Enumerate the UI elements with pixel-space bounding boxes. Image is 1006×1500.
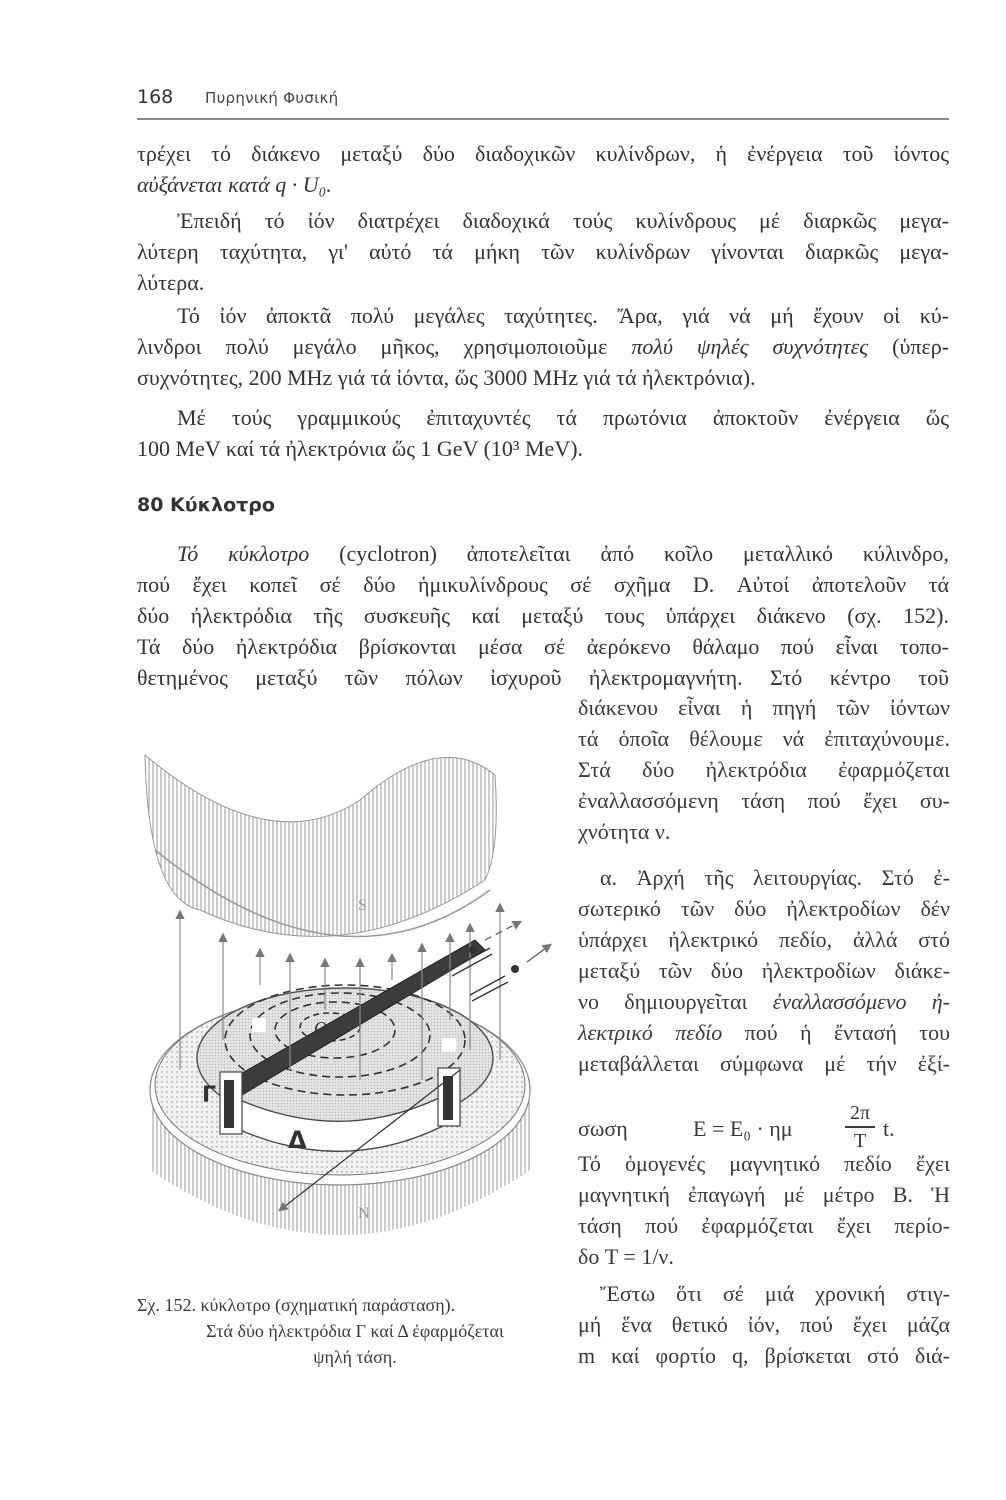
column-paragraph-3 [578,1148,950,1272]
caption-line: Στά δύο ἠλεκτρόδια Γ καί Δ ἐφαρμόζεται [206,1321,504,1341]
text-line: m καί φορτίο q, βρίσκεται στό διά- [578,1343,950,1368]
text-line: δο T = 1/ν. [578,1244,674,1269]
equation-fraction [845,1102,875,1152]
text-span: λινδροι πολύ μεγάλο μῆκος, χρησιμοποιοῦμε [137,334,632,359]
caption-line: Σχ. 152. κύκλοτρο (σχηματική παράσταση). [137,1295,456,1315]
intro-paragraph-3 [137,300,949,393]
text-line [578,1017,950,1048]
north-pole-label: N [358,1205,370,1222]
text-line [137,169,949,200]
text-line: Τό ὁμογενές μαγνητικό πεδίο ἔχει [578,1151,950,1176]
caption-line: ψηλή τάση. [313,1347,397,1367]
emphasis-text: ἐναλλασσόμενο ἠ- [772,989,950,1014]
emphasis-text: λεκτρικό πεδίο [578,1020,723,1045]
text-line: Τά δύο ἠλεκτρόδια βρίσκονται μέσα σέ ἀερόκενο θάλαμο πού εἶναι τοπο- [137,634,949,659]
text-line: μεταξύ τῶν δύο ἠλεκτροδίων διάκε- [578,958,950,983]
section-paragraph-1 [137,538,949,693]
text-line: τά ὁποῖα θέλουμε νά ἐπιταχύνουμε. [578,726,950,751]
running-title: Πυρηνική Φυσική [205,89,339,107]
text-line: τρέχει τό διάκενο μεταξύ δύο διαδοχικῶν κυλίνδρων, ἡ ἐνέργεια τοῦ ἰόντος [137,141,949,166]
text-line: 100 MeV καί τά ἠλεκτρόνια ὥς 1 GeV (10³ MeV). [137,436,584,461]
text-line: μή ἕνα θετικό ἰόν, πού ἔχει μάζα [578,1312,950,1337]
text-line [137,538,949,569]
electrode-gamma-label: Γ [202,1083,217,1108]
text-line: Τό ἰόν ἀποκτᾶ πολύ μεγάλες ταχύτητες. Ἄρα, γιά νά μή ἔχουν οἱ κύ- [177,303,949,328]
text-line [578,986,950,1017]
column-paragraph-4 [578,1278,950,1371]
text-line: Στά δύο ἠλεκτρόδια ἐφαρμόζεται [578,757,950,782]
cyclotron-figure [140,740,570,1280]
equation-label: σωση [578,1116,628,1141]
section-heading: 80 Κύκλοτρο [137,494,275,516]
fraction-denominator: T [853,1130,867,1152]
text-line: σωτερικό τῶν δύο ἠλεκτροδίων δέν [578,896,950,921]
text-line: α. Ἀρχή τῆς λειτουργίας. Στό ἐ- [600,865,950,890]
text-line: μεταβάλλεται σύμφωνα μέ τήν ἐξί- [578,1051,950,1076]
text-line: ὑπάρχει ἠλεκτρικό πεδίο, ἀλλά στό [578,927,950,952]
text-line: συχνότητες, 200 MHz γιά τά ἰόντα, ὥς 3000 MHz γιά τά ἠλεκτρόνια). [137,365,756,390]
text-line [137,331,949,362]
south-pole-label: S [358,897,367,914]
text-line: θετημένος μεταξύ τῶν πόλων ἰσχυροῦ ἠλεκτρομαγνήτη. Στό κέντρο τοῦ [137,665,949,690]
text-span: (ὑπερ- [868,334,949,359]
emphasis-text: αὐξάνεται κατά q · U₀. [137,172,332,197]
text-line: λύτερη ταχύτητα, γι' αὐτό τά μήκη τῶν κυλίνδρων γίνονται διαρκῶς μεγα- [137,239,949,264]
text-line: τάση πού ἐφαρμόζεται ἔχει περίο- [578,1213,950,1238]
text-line: ἐναλλασσόμενη τάση πού ἔχει συ- [578,788,950,813]
cyclotron-diagram [140,740,570,1280]
text-line: μαγνητική ἐπαγωγή μέ μέτρο B. Ἡ [578,1182,950,1207]
emphasis-text: πολύ ψηλές συχνότητες [631,334,869,359]
text-span: (cyclotron) ἀποτελεῖται ἀπό κοῖλο μεταλλικό κύλινδρο, [309,541,949,566]
text-line: δύο ἠλεκτρόδια τῆς συσκευῆς καί μεταξύ τους ὑπάρχει διάκενο (σχ. 152). [137,603,949,628]
text-line: πού ἔχει κοπεῖ σέ δύο ἡμικυλίνδρους σέ σχῆμα D. Αὐτοί ἀποτελοῦν τά [137,572,949,597]
fraction-numerator: 2π [849,1102,871,1124]
text-line: λύτερα. [137,270,205,295]
column-paragraph-2 [578,862,950,1079]
column-paragraph-1 [578,692,950,847]
figure-caption [137,1292,573,1370]
emphasis-text: Τό κύκλοτρο [177,541,310,566]
page-header [137,86,949,118]
center-label: O [314,1018,327,1038]
equation-tail: t. [883,1116,895,1141]
text-line: Ἔστω ὅτι σέ μιά χρονική στιγ- [600,1281,950,1306]
intro-paragraph-1 [137,138,949,200]
text-line: διάκενου εἶναι ἡ πηγή τῶν ἰόντων [578,695,950,720]
header-rule [137,118,949,120]
text-line: Ἐπειδή τό ἰόν διατρέχει διαδοχικά τούς κυλίνδρους μέ διαρκῶς μεγα- [177,208,949,233]
intro-paragraph-2 [137,205,949,298]
text-line: Μέ τούς γραμμικούς ἐπιταχυντές τά πρωτόνια ἀποκτοῦν ἐνέργεια ὥς [177,405,949,430]
page-number: 168 [137,86,174,108]
text-span: νο δημιουργεῖται [578,989,773,1014]
text-span: πού ἡ ἔντασή του [722,1020,950,1045]
intro-paragraph-4 [137,402,949,464]
equation-lhs: E = E₀ · ημ [693,1116,793,1141]
text-line: χνότητα ν. [578,819,671,844]
electrode-delta-label: Δ [288,1126,307,1154]
fraction-bar [845,1126,875,1128]
